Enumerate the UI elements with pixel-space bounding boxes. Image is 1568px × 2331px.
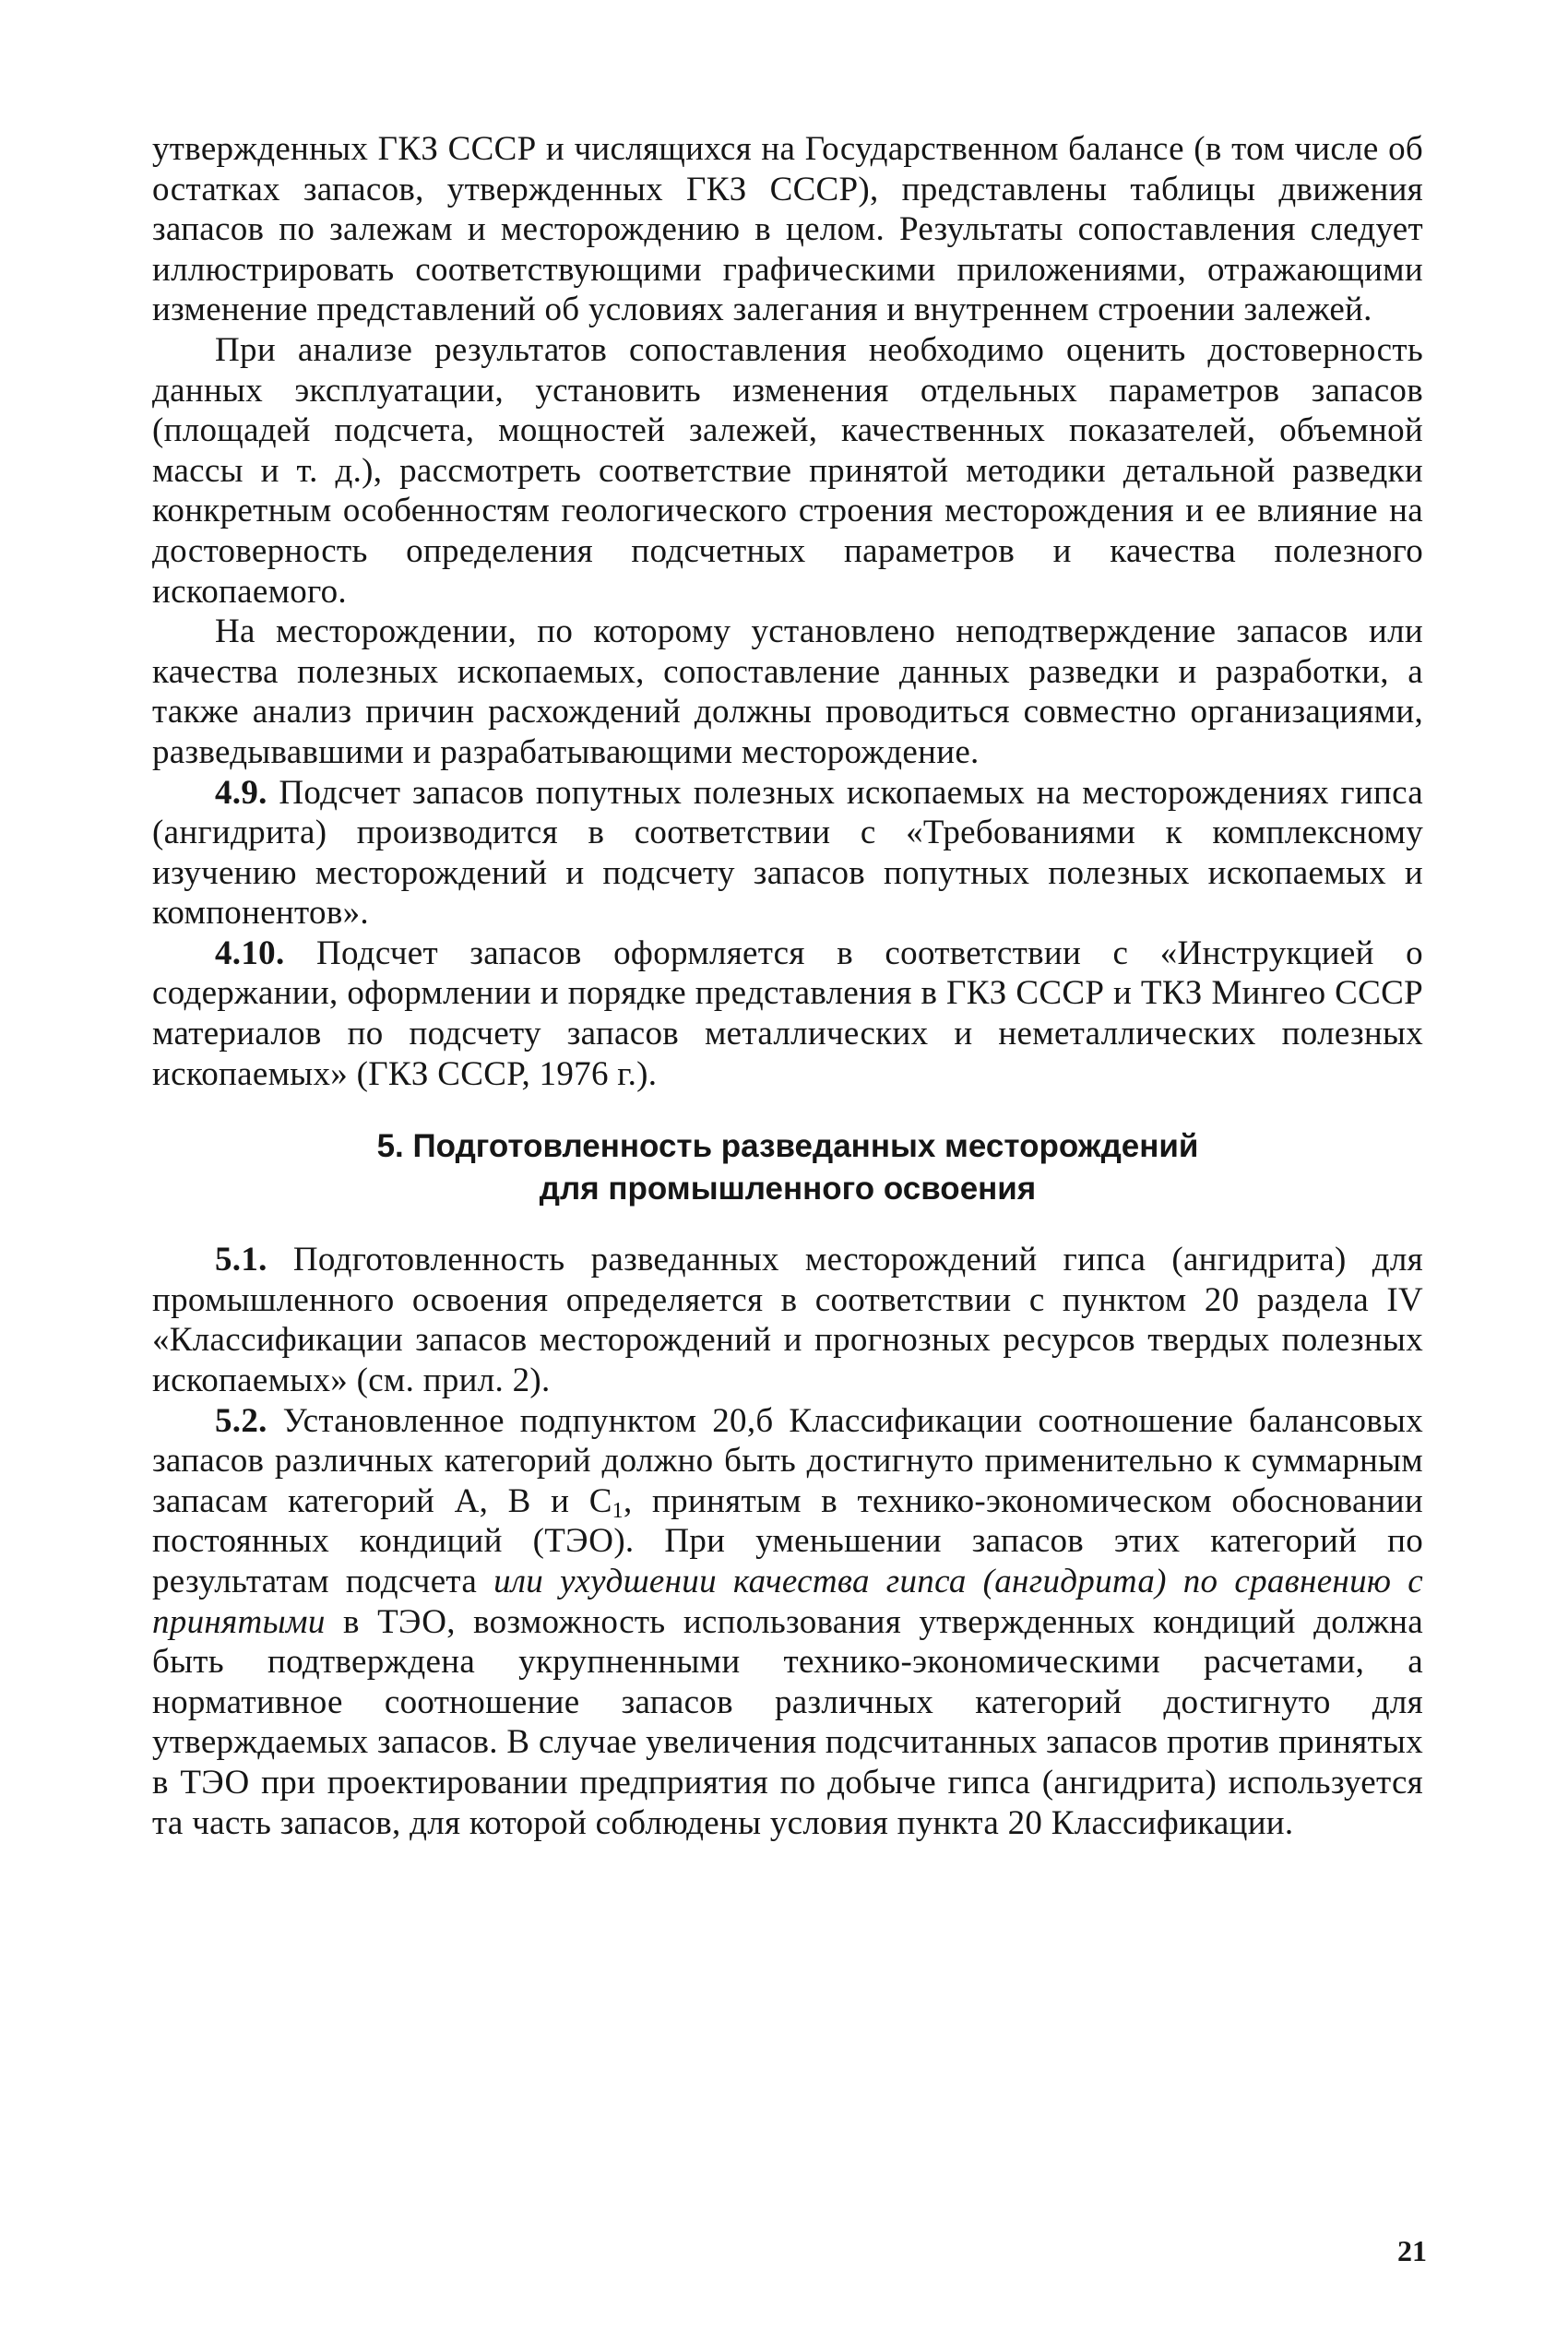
clause-text: , принятым в технико-экономическом обосновании постоянных кондиций (ТЭО). При уменьшении запасов этих категорий по результатам подсчета [152,1481,1423,1600]
paragraph-4-10 [152,934,1423,1094]
clause-text: Подсчет запасов оформляется в соответствии с «Инструкцией о содержании, оформлении и порядке представления в ГКЗ СССР и ТКЗ Мингео СССР материалов по подсчету запасов металлических и неметаллических полезных ископаемых» (ГКЗ СССР, 1976 г.). [152,934,1423,1093]
subscript: 1 [612,1498,624,1523]
page-body [152,129,1423,1843]
clause-text: Подсчет запасов попутных полезных ископаемых на месторождениях гипса (ангидрита) производится в соответствии с «Требованиями к комплексному изучению месторождений и подсчету запасов попутных полезных ископаемых и компонентов». [152,773,1423,933]
paragraph-5-1 [152,1240,1423,1400]
clause-number: 4.10. [215,934,285,972]
italic-text: или ухудшении качества гипса (ангидрита) по сравнению с принятыми [152,1563,1423,1641]
page-number: 21 [1397,2234,1427,2267]
section-heading [152,1125,1423,1210]
section-heading-line-1: 5. Подготовленность разведанных месторождений [376,1128,1199,1165]
clause-number: 4.9. [215,773,267,812]
clause-text: Установленное подпунктом 20,б Классификации соотношение балансовых запасов различных категорий должно быть достигнуто применительно к суммарным запасам категорий А, В и С [152,1401,1423,1520]
clause-number: 5.1. [215,1241,267,1279]
section-heading-line-2: для промышленного освоения [539,1171,1037,1207]
paragraph-5-2 [152,1401,1423,1844]
clause-number: 5.2. [215,1401,267,1440]
paragraph-2: При анализе результатов сопоставления необходимо оценить достоверность данных эксплуатации, установить изменения отдельных параметров запасов (площадей подсчета, мощностей залежей, качественных показателей, объемной массы и т. д.), рассмотреть соответствие принятой методики детальной разведки конкретным особенностям геологического строения месторождения и ее влияние на достоверность определения подсчетных параметров и качества полезного ископаемого. [152,330,1423,611]
clause-text: в ТЭО, возможность использования утвержденных кондиций должна быть подтверждена укрупненными технико-экономическими расчетами, а нормативное соотношение запасов различных категорий достигнуто для утверждаемых запасов. В случае увеличения подсчитанных запасов против принятых в ТЭО при проектировании предприятия по добыче гипса (ангидрита) используется та часть запасов, для которой соблюдены условия пункта 20 Классификации. [152,1602,1423,1842]
paragraph-3: На месторождении, по которому установлено неподтверждение запасов или качества полезных ископаемых, сопоставление данных разведки и разработки, а также анализ причин расхождений должны проводиться совместно организациями, разведывавшими и разрабатывающими месторождение. [152,612,1423,771]
paragraph-4-9 [152,773,1423,934]
paragraph-1: утвержденных ГКЗ СССР и числящихся на Государственном балансе (в том числе об остатках запасов, утвержденных ГКЗ СССР), представлены таблицы движения запасов по залежам и месторождению в целом. Результаты сопоставления следует иллюстрировать соответствующими графическими приложениями, отражающими изменение представлений об условиях залегания и внутреннем строении залежей. [152,130,1423,329]
clause-text: Подготовленность разведанных месторождений гипса (ангидрита) для промышленного освоения определяется в соответствии с пунктом 20 раздела IV «Классификации запасов месторождений и прогнозных ресурсов твердых полезных ископаемых» (см. прил. 2). [152,1241,1423,1400]
